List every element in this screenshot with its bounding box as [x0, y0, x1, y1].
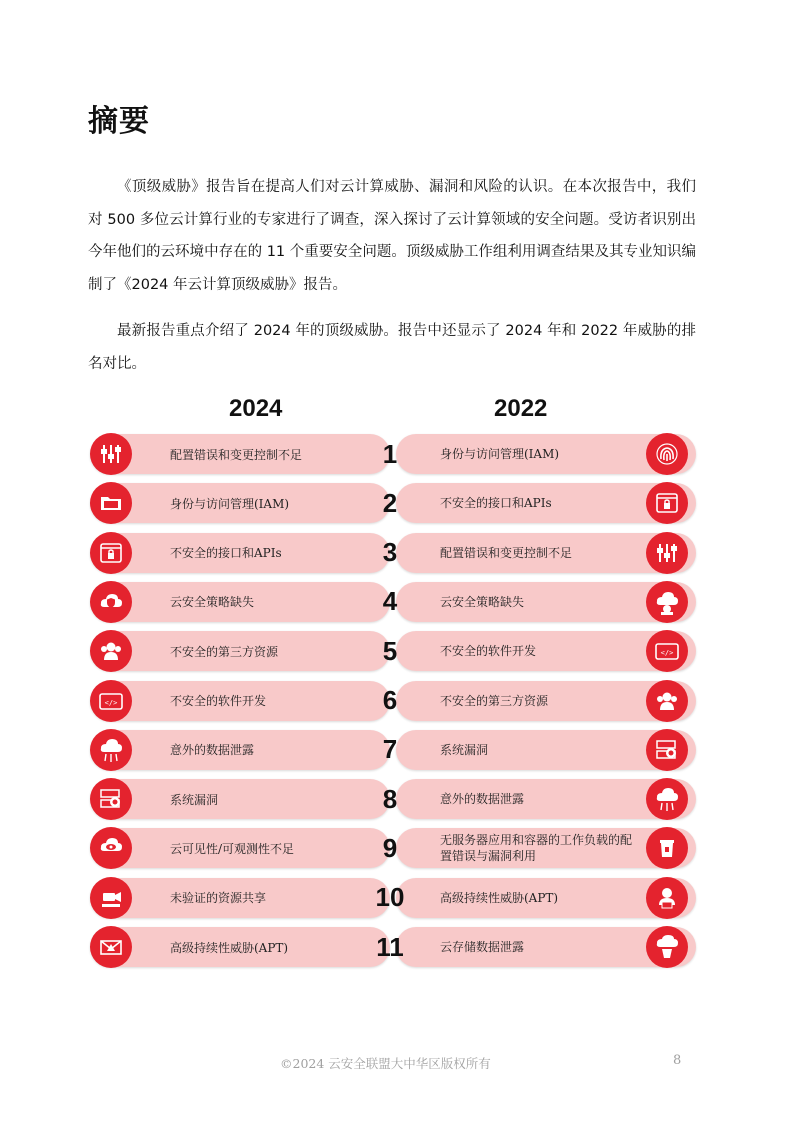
threat-row: [88, 876, 698, 920]
browser-lock-icon: [646, 482, 688, 524]
page-title: 摘要: [88, 104, 150, 139]
rank-number: 2: [382, 487, 398, 518]
rank-number: 3: [382, 537, 398, 568]
rank-number: 7: [382, 734, 398, 765]
threat-row: [88, 580, 698, 624]
browser-lock-icon: [90, 532, 132, 574]
threat-2024-label: 不安全的软件开发: [170, 694, 267, 708]
cloud-leak-icon: [646, 778, 688, 820]
summary-paragraph-1: 《顶级威胁》报告旨在提高人们对云计算威胁、漏洞和风险的认识。在本次报告中，我们对 500 多位云计算行业的专家进行了调查，深入探讨了云计算领域的安全问题。受访者识别出今年他们的云环境中存在的 11 个重要安全问题。顶级威胁工作组利用调查结果及其专业知识编制了《2024 年云计算顶级威胁》报告。: [88, 179, 696, 293]
threat-row: [88, 826, 698, 870]
rank-number: 5: [382, 635, 398, 666]
group-icon: [90, 630, 132, 672]
threat-2024-label: 高级持续性威胁(APT): [170, 940, 289, 955]
control-sliders-icon: [90, 433, 132, 475]
threat-row: [88, 531, 698, 575]
threat-row: [88, 925, 698, 969]
threat-row: [88, 728, 698, 772]
group-icon: [646, 680, 688, 722]
threat-row: [88, 432, 698, 476]
code-window-icon: [90, 680, 132, 722]
camera-icon: [90, 877, 132, 919]
threat-row: [88, 481, 698, 525]
threat-2022-label: 不安全的接口和APIs: [440, 496, 552, 511]
threat-row: [88, 629, 698, 673]
server-bug-icon: [90, 778, 132, 820]
code-window-icon: [646, 630, 688, 672]
threat-2024-label: 未验证的资源共享: [170, 891, 267, 906]
threat-2022-label: 无服务器应用和容器的工作负载的配置错误与漏洞利用: [440, 833, 633, 864]
hacker-laptop-icon: [646, 877, 688, 919]
year-header-2022: 2022: [494, 395, 548, 422]
rank-number: 9: [382, 832, 398, 863]
rank-number: 4: [382, 586, 398, 617]
threat-2022-label: 云安全策略缺失: [440, 594, 525, 609]
svg-text:</>: </>: [660, 649, 674, 658]
threat-row: [88, 679, 698, 723]
threat-2024-label: 配置错误和变更控制不足: [170, 447, 303, 462]
threat-2024-label: 系统漏洞: [170, 792, 219, 807]
folder-icon: [90, 482, 132, 524]
threat-2024-label: 云可见性/可观测性不足: [170, 841, 295, 856]
rank-number: 8: [382, 783, 398, 814]
threat-2024-label: 不安全的接口和APIs: [170, 546, 282, 561]
threat-2022-label: 系统漏洞: [440, 742, 489, 757]
threat-2022-label: 不安全的软件开发: [440, 644, 537, 659]
cloud-storage-icon: [646, 926, 688, 968]
threat-2022-label: 高级持续性威胁(APT): [440, 890, 559, 905]
threat-2024-label: 云安全策略缺失: [170, 595, 255, 610]
threat-row: [88, 777, 698, 821]
cloud-eye-icon: [90, 827, 132, 869]
rank-number: 11: [376, 931, 404, 962]
fingerprint-icon: [646, 433, 688, 475]
threat-2022-label: 配置错误和变更控制不足: [440, 545, 573, 560]
server-bug-icon: [646, 729, 688, 771]
threat-2022-label: 意外的数据泄露: [440, 792, 525, 807]
page-number: 8: [673, 1053, 682, 1068]
summary-paragraph-2: 最新报告重点介绍了 2024 年的顶级威胁。报告中还显示了 2024 年和 2022 年威胁的排名对比。: [88, 323, 696, 372]
footer-copyright: ©2024 云安全联盟大中华区版权所有: [280, 1056, 491, 1071]
svg-text:</>: </>: [104, 698, 118, 707]
cloud-leak-icon: [90, 729, 132, 771]
rank-number: 10: [375, 882, 405, 913]
threat-2022-label: 身份与访问管理(IAM): [440, 447, 560, 461]
threat-2022-label: 不安全的第三方资源: [440, 693, 549, 708]
rank-number: 6: [382, 685, 398, 715]
year-header-2024: 2024: [229, 395, 283, 422]
cloud-hacker-icon: [646, 581, 688, 623]
threat-2024-label: 身份与访问管理(IAM): [170, 496, 290, 511]
control-sliders-icon: [646, 532, 688, 574]
cloud-shield-icon: [90, 581, 132, 623]
threat-2022-label: 云存储数据泄露: [440, 940, 525, 954]
threat-2024-label: 不安全的第三方资源: [170, 644, 279, 659]
envelope-alert-icon: [90, 926, 132, 968]
container-icon: [646, 827, 688, 869]
rank-number: 1: [382, 438, 398, 469]
threat-2024-label: 意外的数据泄露: [170, 743, 255, 758]
